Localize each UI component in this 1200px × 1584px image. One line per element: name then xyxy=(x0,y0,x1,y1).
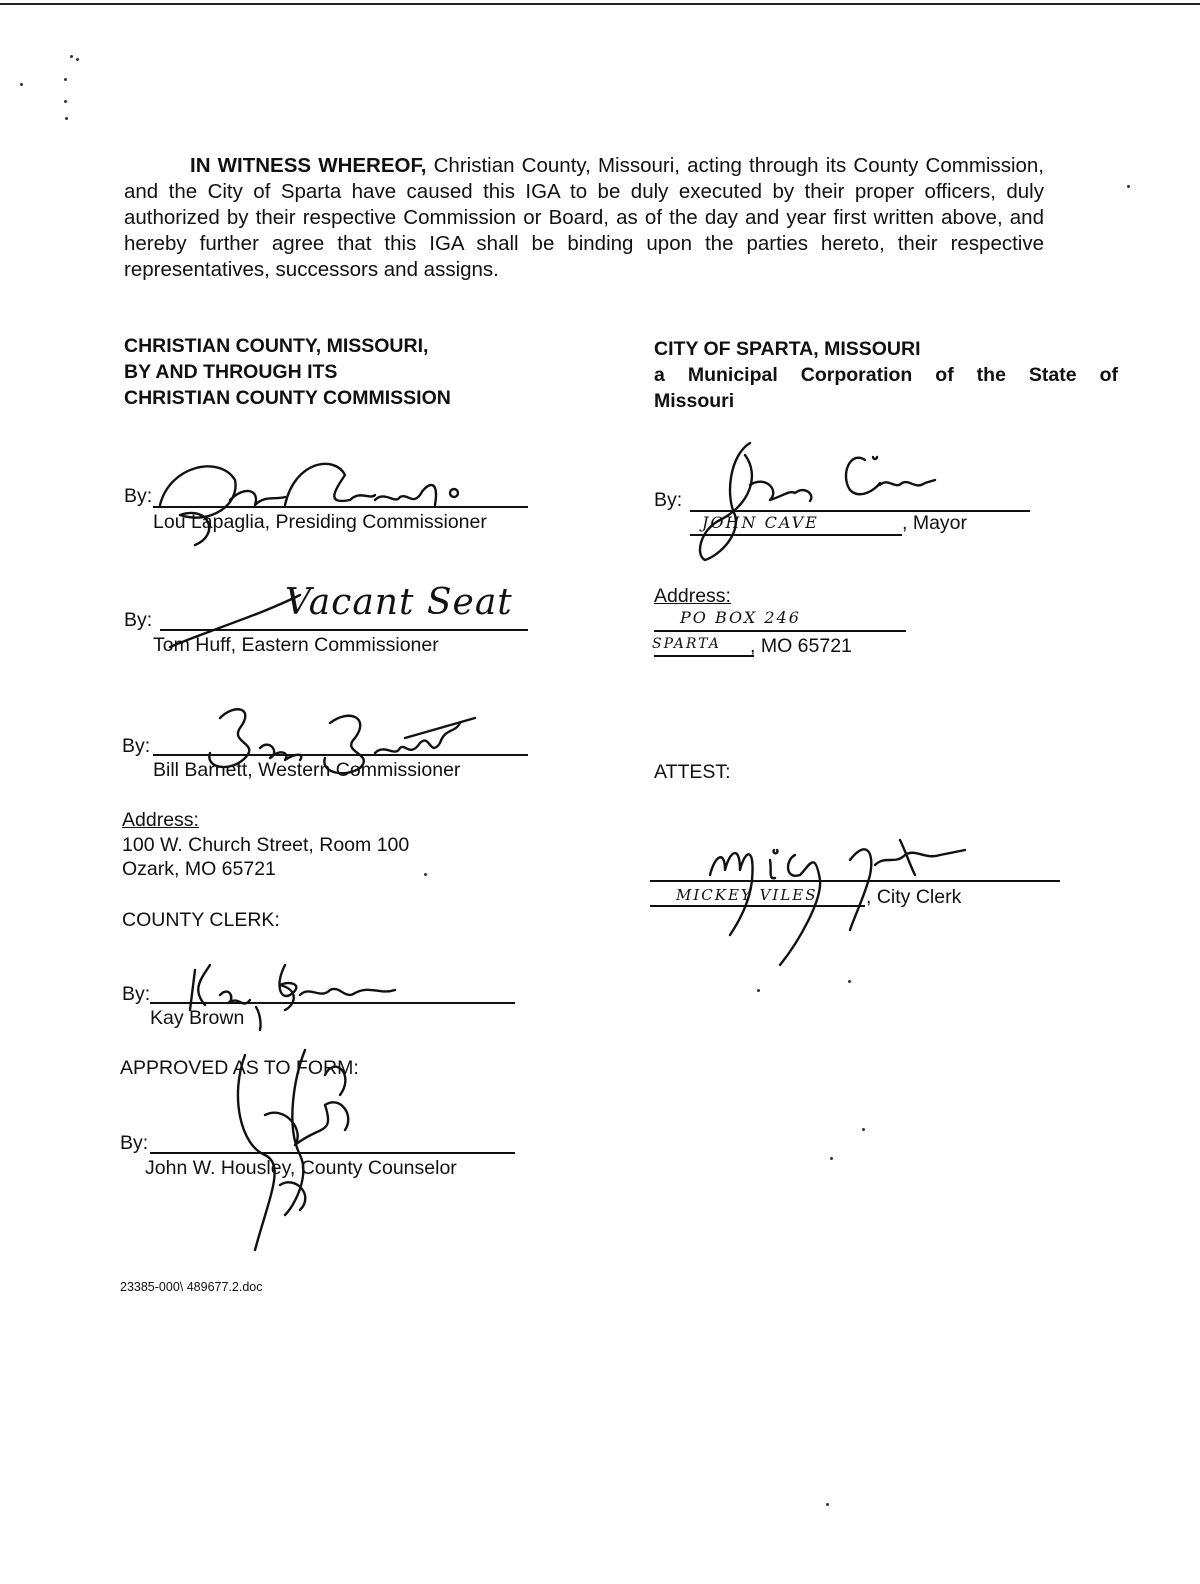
scan-speck xyxy=(826,1503,829,1506)
county-counselor-name: John W. Housley, County Counselor xyxy=(145,1157,457,1179)
mayor-printed-name: JOHN CAVE xyxy=(702,513,819,532)
signature-lapaglia xyxy=(150,445,490,555)
city-header xyxy=(654,336,1118,414)
city-address-handwritten-line1: PO BOX 246 xyxy=(680,608,801,627)
county-header-line: CHRISTIAN COUNTY COMMISSION xyxy=(124,387,451,409)
county-clerk-name: Kay Brown xyxy=(150,1007,245,1029)
scan-speck xyxy=(1127,185,1130,188)
scan-speck xyxy=(20,83,23,86)
city-address-handwritten-city: SPARTA xyxy=(652,636,721,652)
city-header-line: a Municipal Corporation of the State of xyxy=(654,364,1118,386)
by-label: By: xyxy=(124,609,153,631)
scan-speck xyxy=(65,117,68,120)
approved-label: APPROVED AS TO FORM: xyxy=(120,1057,359,1079)
handwritten-vacant-seat: Vacant Seat xyxy=(285,582,513,623)
scan-speck xyxy=(848,980,851,983)
signer-name-huff: Tom Huff, Eastern Commissioner xyxy=(153,634,439,656)
county-address-label: Address: xyxy=(122,809,199,831)
scan-speck xyxy=(64,100,67,103)
signature-viles xyxy=(700,820,970,970)
city-clerk-printed-name: MICKEY VILES xyxy=(676,886,818,904)
witness-body: Christian County, Missouri, acting through its County Commission, and the City of Sparta have caused this IGA to be duly executed by their proper officers, duly authorized by their respective Commission or Board, as of the day and year first written above, and hereby further agree that this IGA shall be binding upon the parties hereto, their respective representatives, successors and assigns. xyxy=(124,154,1045,281)
county-header-line: CHRISTIAN COUNTY, MISSOURI, xyxy=(124,335,429,357)
scan-speck xyxy=(76,58,79,61)
address-line xyxy=(654,655,754,657)
city-address-label: Address: xyxy=(654,585,731,607)
signer-name-barnett: Bill Barnett, Western Commissioner xyxy=(153,759,461,781)
city-header-line: CITY OF SPARTA, MISSOURI xyxy=(654,338,921,360)
by-label: By: xyxy=(122,983,151,1005)
county-clerk-label: COUNTY CLERK: xyxy=(122,909,280,931)
by-label: By: xyxy=(654,489,683,511)
city-clerk-title: , City Clerk xyxy=(866,886,962,908)
document-id-footer: 23385-000\ 489677.2.doc xyxy=(120,1280,263,1294)
signature-brown xyxy=(180,955,410,1030)
county-header xyxy=(124,333,451,411)
signature-cave xyxy=(690,435,940,565)
scan-speck xyxy=(830,1157,833,1160)
scan-speck xyxy=(70,55,73,58)
signature-barnett xyxy=(190,698,480,788)
address-line xyxy=(654,630,906,632)
scan-top-border xyxy=(0,3,1200,5)
scan-speck xyxy=(757,989,760,992)
county-address-line: 100 W. Church Street, Room 100 xyxy=(122,834,410,856)
scan-speck xyxy=(862,1128,865,1131)
mayor-title: , Mayor xyxy=(902,512,968,534)
city-address-suffix: , MO 65721 xyxy=(750,635,852,657)
witness-paragraph xyxy=(124,153,1044,283)
witness-lead: IN WITNESS WHEREOF, xyxy=(190,154,427,177)
by-label: By: xyxy=(120,1132,149,1154)
signature-housley xyxy=(225,1035,375,1255)
city-header-line: Missouri xyxy=(654,390,735,412)
scan-speck xyxy=(64,78,67,81)
signer-name-lapaglia: Lou Lapaglia, Presiding Commissioner xyxy=(153,511,487,533)
by-label: By: xyxy=(124,485,153,507)
by-label: By: xyxy=(122,735,151,757)
vacant-strike-mark xyxy=(150,585,330,655)
attest-label: ATTEST: xyxy=(654,761,731,783)
scan-speck xyxy=(424,873,427,876)
county-address-line: Ozark, MO 65721 xyxy=(122,858,276,880)
county-header-line: BY AND THROUGH ITS xyxy=(124,361,338,383)
